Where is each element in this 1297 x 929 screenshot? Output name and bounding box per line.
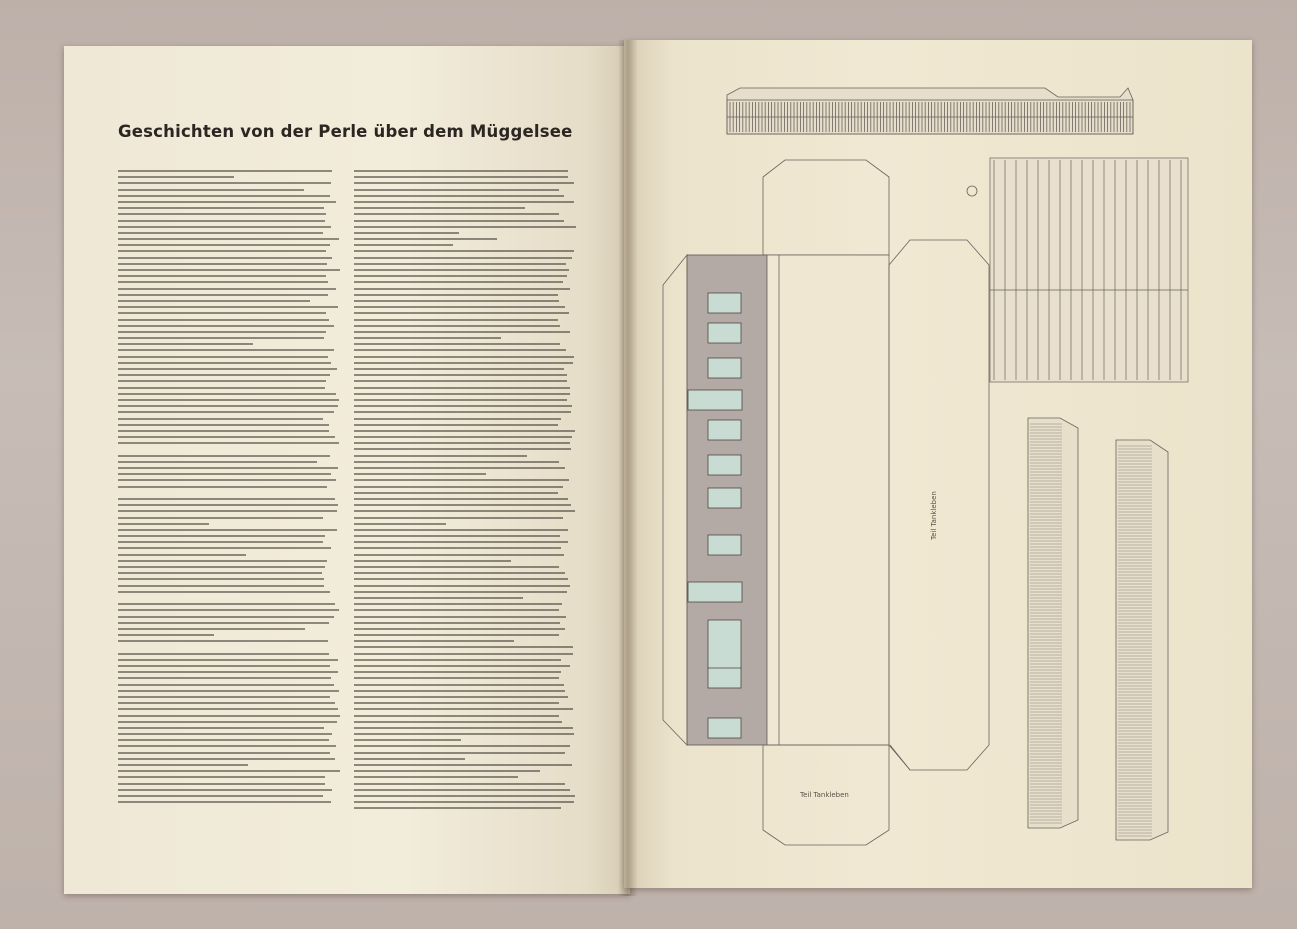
window: [708, 718, 741, 738]
window: [708, 455, 741, 475]
window: [708, 488, 741, 508]
window: [708, 535, 741, 555]
window: [688, 582, 742, 602]
vertical-label-text: Teil Tankleben: [930, 491, 938, 540]
window: [708, 620, 741, 670]
window: [708, 668, 741, 688]
narrow-strips: [1028, 418, 1168, 840]
window: [708, 358, 741, 378]
window: [708, 323, 741, 343]
window: [688, 390, 742, 410]
window: [708, 293, 741, 313]
registration-mark: [967, 186, 977, 196]
article-headline: Geschichten von der Perle über dem Müggelsee: [118, 122, 573, 141]
texture-sheet: [990, 158, 1188, 382]
bottom-label-text: Teil Tankleben: [800, 791, 849, 799]
roof-strip: [727, 88, 1133, 134]
window: [708, 420, 741, 440]
